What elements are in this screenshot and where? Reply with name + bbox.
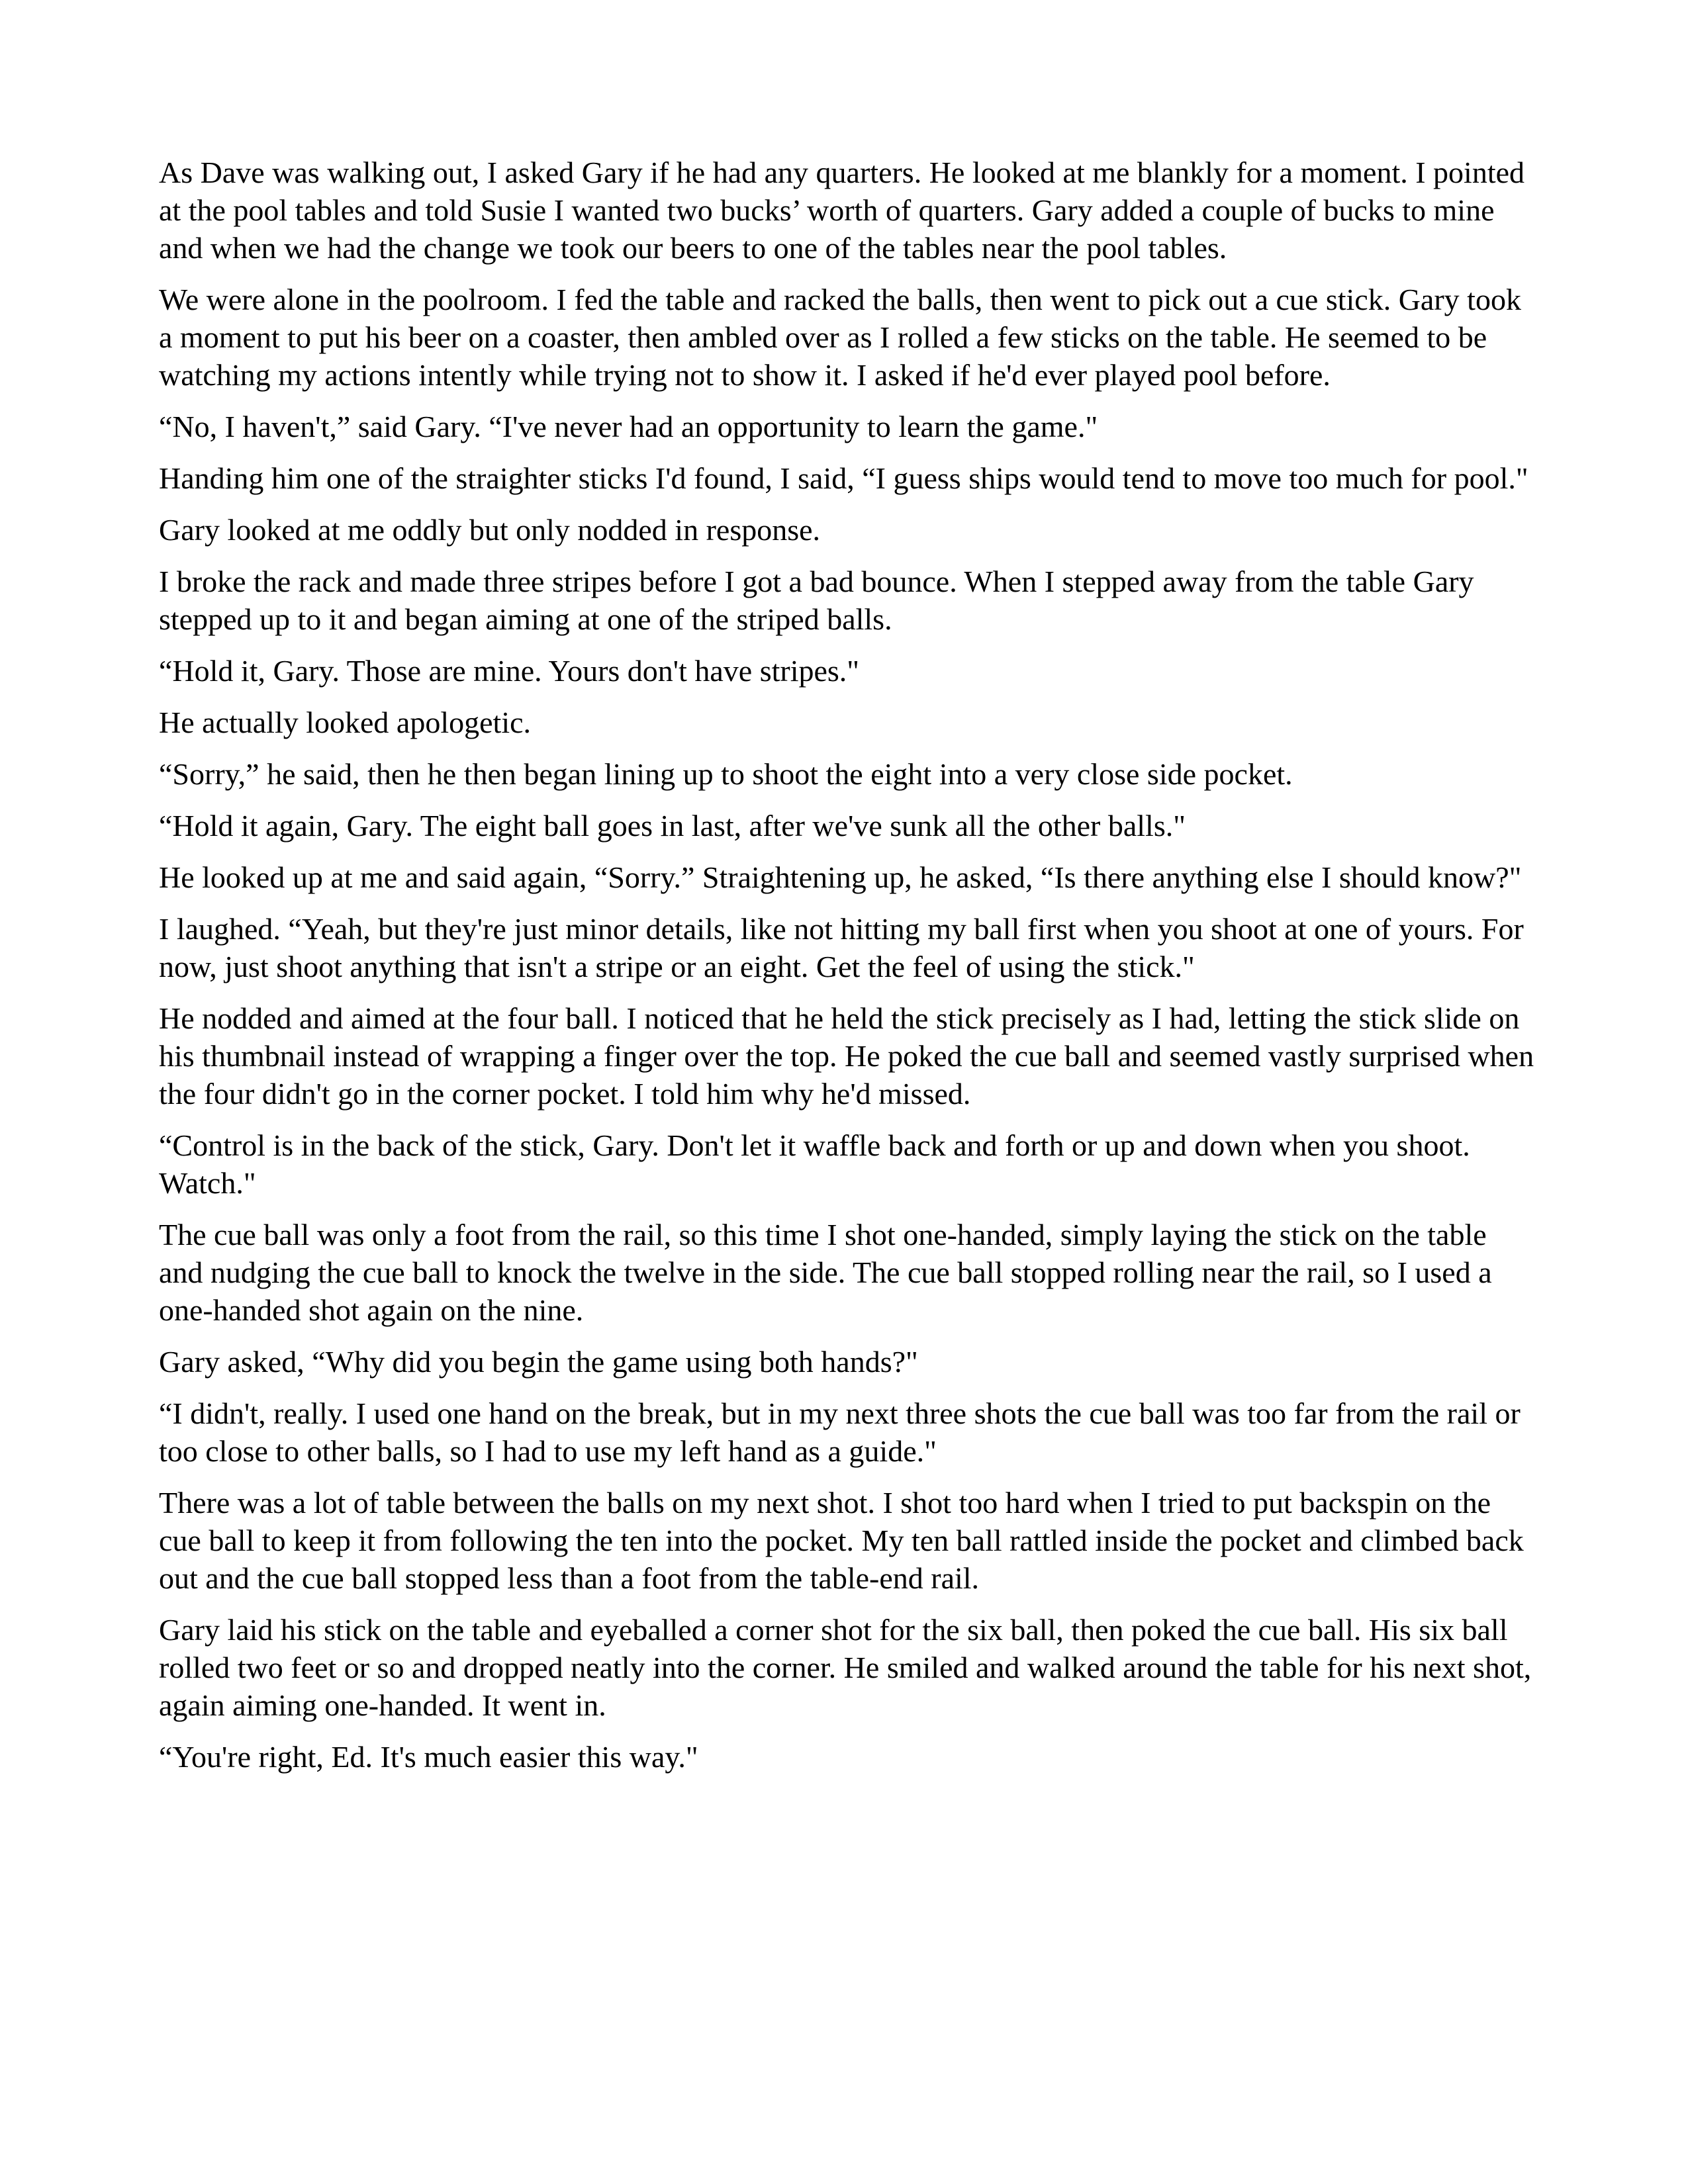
- paragraph-13: He nodded and aimed at the four ball. I noticed that he held the stick precisely as I had, letting the stick slide on his thumbnail instead of wrapping a finger over the top. He poked the cue ball and seemed vastly surprised when the four didn't go in the corner pocket. I told him why he'd missed.: [159, 1001, 1534, 1111]
- paragraph-2: We were alone in the poolroom. I fed the table and racked the balls, then went to pick out a cue stick. Gary took a moment to put his beer on a coaster, then ambled over as I rolled a few sticks on the table. He seemed to be watching my actions intently while trying not to show it. I asked if he'd ever played pool before.: [159, 283, 1521, 392]
- paragraph-1: As Dave was walking out, I asked Gary if he had any quarters. He looked at me blankly for a moment. I pointed at the pool tables and told Susie I wanted two bucks’ worth of quarters. Gary added a couple of bucks to mine and when we had the change we took our beers to one of the tables near the pool tables.: [159, 156, 1525, 265]
- paragraph-6: I broke the rack and made three stripes before I got a bad bounce. When I stepped away from the table Gary stepped up to it and began aiming at one of the striped balls.: [159, 565, 1474, 636]
- paragraph-18: There was a lot of table between the balls on my next shot. I shot too hard when I tried to put backspin on the cue ball to keep it from following the ten into the pocket. My ten ball rattled inside the pocket and climbed back out and the cue ball stopped less than a foot from the table-end rail.: [159, 1486, 1524, 1595]
- paragraph-17: “I didn't, really. I used one hand on the break, but in my next three shots the cue ball was too far from the rail or too close to other balls, so I had to use my left hand as a guide.": [159, 1396, 1521, 1468]
- paragraph-5: Gary looked at me oddly but only nodded in response.: [159, 513, 821, 547]
- paragraph-9: “Sorry,” he said, then he then began lining up to shoot the eight into a very close side pocket.: [159, 757, 1293, 791]
- paragraph-16: Gary asked, “Why did you begin the game using both hands?": [159, 1345, 918, 1379]
- document-body: [159, 154, 1536, 1790]
- paragraph-19: Gary laid his stick on the table and eyeballed a corner shot for the six ball, then poked the cue ball. His six ball rolled two feet or so and dropped neatly into the corner. He smiled and walked around the table for his next shot, again aiming one-handed. It went in.: [159, 1613, 1532, 1722]
- paragraph-15: The cue ball was only a foot from the rail, so this time I shot one-handed, simply laying the stick on the table and nudging the cue ball to knock the twelve in the side. The cue ball stopped rolling near the rail, so I used a one-handed shot again on the nine.: [159, 1218, 1492, 1327]
- paragraph-8: He actually looked apologetic.: [159, 705, 532, 739]
- paragraph-4: Handing him one of the straighter sticks I'd found, I said, “I guess ships would tend to move too much for pool.": [159, 461, 1528, 495]
- paragraph-11: He looked up at me and said again, “Sorry.” Straightening up, he asked, “Is there anything else I should know?": [159, 860, 1522, 894]
- paragraph-14: “Control is in the back of the stick, Gary. Don't let it waffle back and forth or up and down when you shoot. Watch.": [159, 1128, 1470, 1200]
- paragraph-10: “Hold it again, Gary. The eight ball goes in last, after we've sunk all the other balls.": [159, 809, 1186, 842]
- paragraph-3: “No, I haven't,” said Gary. “I've never had an opportunity to learn the game.": [159, 410, 1098, 443]
- paragraph-20: “You're right, Ed. It's much easier this way.": [159, 1740, 698, 1774]
- paragraph-12: I laughed. “Yeah, but they're just minor details, like not hitting my ball first when you shoot at one of yours. For now, just shoot anything that isn't a stripe or an eight. Get the feel of using the stick.": [159, 912, 1524, 983]
- paragraph-7: “Hold it, Gary. Those are mine. Yours don't have stripes.": [159, 654, 860, 688]
